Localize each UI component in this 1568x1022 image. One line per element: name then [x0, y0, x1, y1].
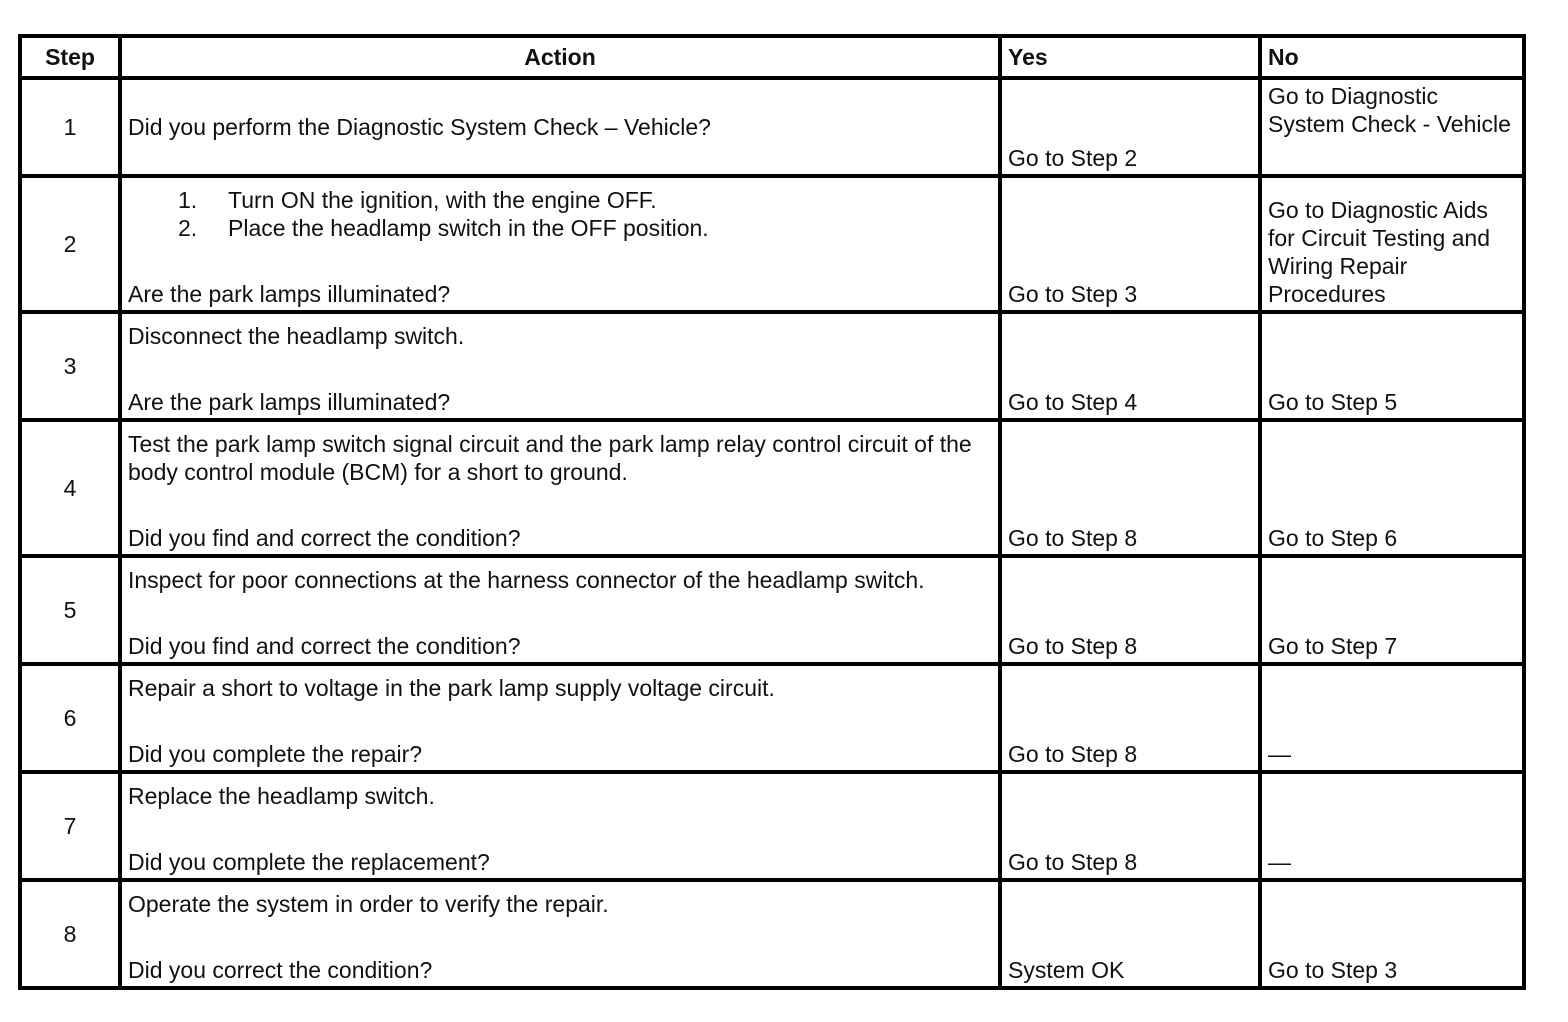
instruction-list	[128, 186, 992, 242]
list-item	[178, 186, 992, 214]
action-cell	[120, 312, 1000, 420]
list-number: 1.	[178, 187, 198, 213]
action-cell	[120, 556, 1000, 664]
header-step: Step	[20, 36, 120, 78]
yes-cell: Go to Step 3	[1000, 176, 1260, 312]
header-yes: Yes	[1000, 36, 1260, 78]
step-number: 8	[20, 880, 120, 988]
action-cell	[120, 772, 1000, 880]
no-cell: —	[1260, 664, 1524, 772]
no-cell: Go to Diagnostic System Check - Vehicle	[1260, 78, 1524, 176]
no-cell: Go to Step 6	[1260, 420, 1524, 556]
instruction-text: Operate the system in order to verify the repair.	[128, 891, 609, 917]
table-row	[20, 78, 1524, 176]
question-text: Are the park lamps illuminated?	[128, 389, 451, 415]
step-number: 4	[20, 420, 120, 556]
instruction-text: Inspect for poor connections at the harness connector of the headlamp switch.	[128, 567, 925, 593]
step-number: 7	[20, 772, 120, 880]
yes-cell: Go to Step 2	[1000, 78, 1260, 176]
question-text: Are the park lamps illuminated?	[128, 281, 451, 307]
table-row	[20, 176, 1524, 312]
action-cell	[120, 420, 1000, 556]
instruction-text: Replace the headlamp switch.	[128, 783, 435, 809]
yes-cell: Go to Step 8	[1000, 772, 1260, 880]
table-row	[20, 420, 1524, 556]
list-number: 2.	[178, 215, 198, 241]
yes-cell: Go to Step 4	[1000, 312, 1260, 420]
step-number: 3	[20, 312, 120, 420]
list-item	[178, 214, 992, 242]
header-action: Action	[120, 36, 1000, 78]
yes-cell: System OK	[1000, 880, 1260, 988]
no-cell: Go to Diagnostic Aids for Circuit Testing and Wiring Repair Procedures	[1260, 176, 1524, 312]
step-number: 2	[20, 176, 120, 312]
yes-cell: Go to Step 8	[1000, 420, 1260, 556]
step-number: 6	[20, 664, 120, 772]
header-row	[20, 36, 1524, 78]
question-text: Did you complete the repair?	[128, 741, 423, 767]
action-cell	[120, 176, 1000, 312]
question-text: Did you find and correct the condition?	[128, 633, 521, 659]
table-row	[20, 772, 1524, 880]
action-cell	[120, 664, 1000, 772]
yes-cell: Go to Step 8	[1000, 664, 1260, 772]
instruction-text: Test the park lamp switch signal circuit and the park lamp relay control circuit of the body control module (BCM) for a short to ground.	[128, 431, 972, 485]
question-text: Did you find and correct the condition?	[128, 525, 521, 551]
question-text: Did you perform the Diagnostic System Check – Vehicle?	[128, 114, 711, 140]
question-text: Did you complete the replacement?	[128, 849, 490, 875]
list-text: Turn ON the ignition, with the engine OFF.	[228, 187, 657, 213]
yes-cell: Go to Step 8	[1000, 556, 1260, 664]
header-no: No	[1260, 36, 1524, 78]
action-cell	[120, 880, 1000, 988]
table-row	[20, 556, 1524, 664]
step-number: 5	[20, 556, 120, 664]
table-row	[20, 880, 1524, 988]
action-cell	[120, 78, 1000, 176]
instruction-text: Repair a short to voltage in the park lamp supply voltage circuit.	[128, 675, 775, 701]
table-row	[20, 664, 1524, 772]
no-cell: Go to Step 7	[1260, 556, 1524, 664]
step-number: 1	[20, 78, 120, 176]
no-cell: Go to Step 3	[1260, 880, 1524, 988]
table-row	[20, 312, 1524, 420]
list-text: Place the headlamp switch in the OFF position.	[228, 215, 709, 241]
instruction-text: Disconnect the headlamp switch.	[128, 323, 465, 349]
no-cell: —	[1260, 772, 1524, 880]
no-cell: Go to Step 5	[1260, 312, 1524, 420]
diagnostic-table	[18, 34, 1526, 990]
question-text: Did you correct the condition?	[128, 957, 433, 983]
